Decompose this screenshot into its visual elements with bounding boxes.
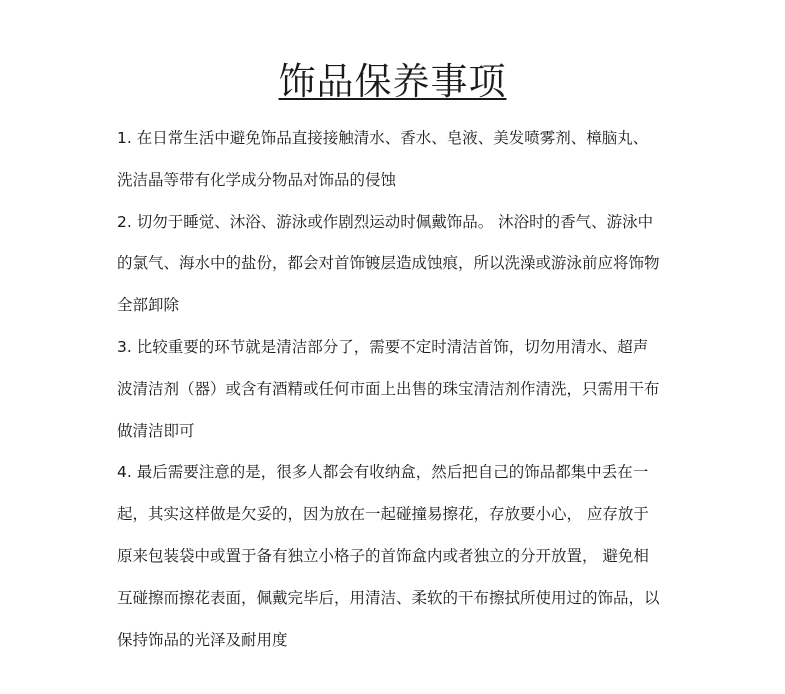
- paragraph-line: 波清洁剂（器）或含有酒精或任何市面上出售的珠宝清洁剂作清洗，只需用干布: [117, 379, 660, 398]
- paragraph-line: 保持饰品的光泽及耐用度: [117, 630, 288, 649]
- paragraph-line: 洗洁晶等带有化学成分物品对饰品的侵蚀: [117, 170, 397, 189]
- paragraph-line: 4. 最后需要注意的是，很多人都会有收纳盒，然后把自己的饰品都集中丢在一: [117, 463, 649, 482]
- paragraph-line: 做清洁即可: [117, 421, 195, 440]
- paragraph-line: 2. 切勿于睡觉、沐浴、游泳或作剧烈运动时佩戴饰品。 沐浴时的香气、游泳中: [117, 212, 654, 231]
- paragraph-2: [117, 202, 677, 327]
- paragraph-line: 全部卸除: [117, 296, 180, 315]
- page-title: [0, 58, 785, 106]
- paragraph-line: 起，其实这样做是欠妥的，因为放在一起碰撞易擦花，存放要小心， 应存放于: [117, 505, 649, 524]
- page-title-text: 饰品保养事项: [278, 60, 507, 103]
- paragraph-line: 原来包装袋中或置于备有独立小格子的首饰盒内或者独立的分开放置， 避免相: [117, 546, 649, 565]
- paragraph-line: 1. 在日常生活中避免饰品直接接触清水、香水、皂液、美发喷雾剂、樟脑丸、: [117, 129, 649, 147]
- document-body: [117, 118, 677, 661]
- paragraph-3: [117, 327, 677, 452]
- paragraph-line: 的氯气、海水中的盐份，都会对首饰镀层造成蚀痕，所以洗澡或游泳前应将饰物: [117, 254, 660, 273]
- paragraph-line: 3. 比较重要的环节就是清洁部分了，需要不定时清洁首饰，切勿用清水、超声: [117, 337, 649, 356]
- paragraph-1: [117, 118, 677, 202]
- paragraph-4: [117, 452, 677, 661]
- paragraph-line: 互碰擦而擦花表面，佩戴完毕后，用清洁、柔软的干布擦拭所使用过的饰品，以: [117, 588, 660, 607]
